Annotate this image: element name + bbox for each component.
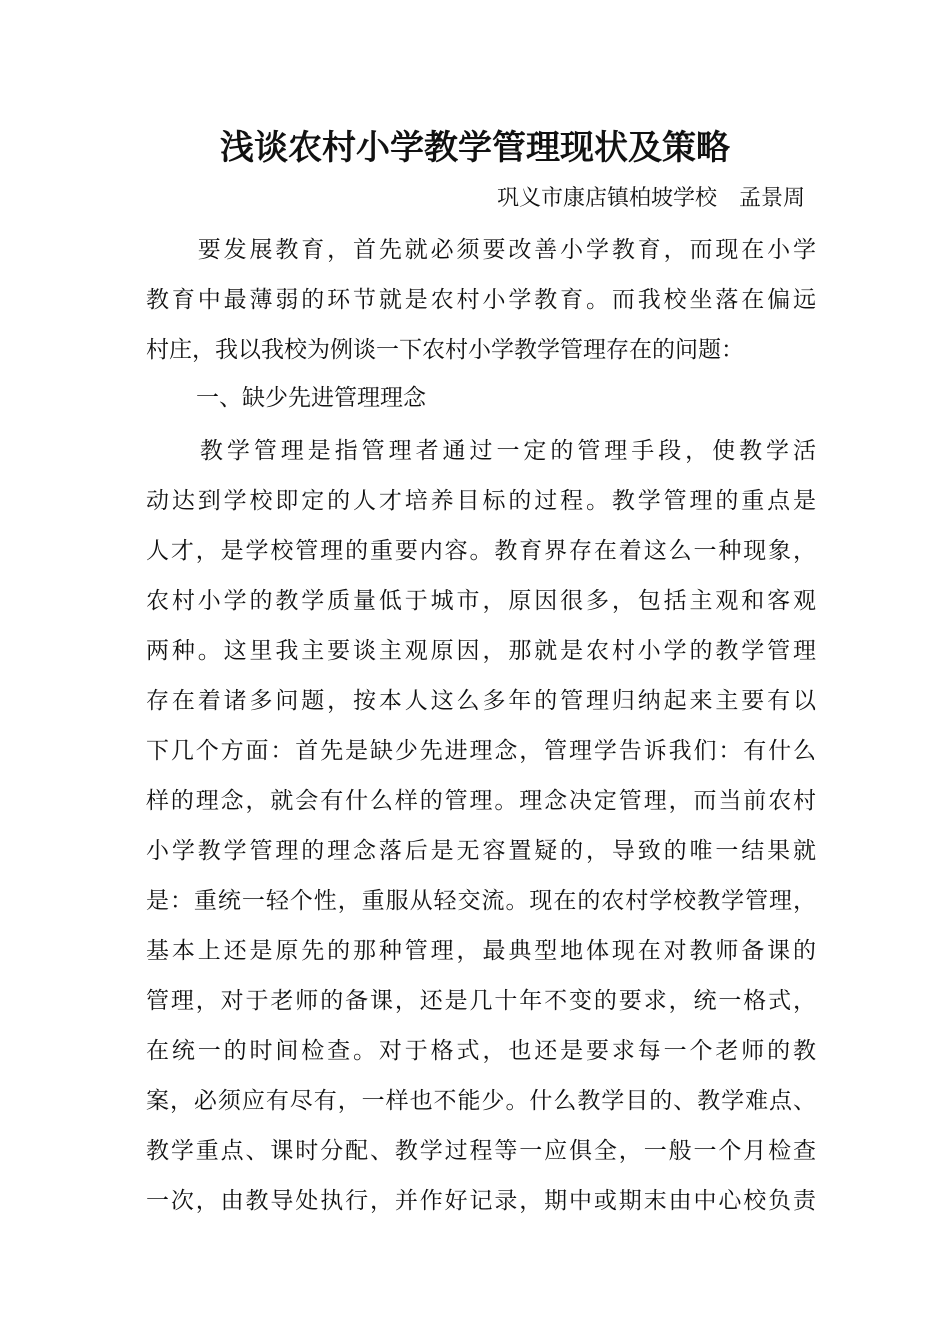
text-line: 是：重统一轻个性，重服从轻交流。现在的农村学校教学管理， — [146, 888, 816, 914]
text-line: 要发展教育，首先就必须要改善小学教育，而现在小学 — [146, 237, 816, 263]
text-line: 一次，由教导处执行，并作好记录，期中或期末由中心校负责 — [146, 1188, 816, 1214]
text-line: 管理，对于老师的备课，还是几十年不变的要求，统一格式， — [146, 988, 816, 1014]
document-title: 浅谈农村小学教学管理现状及策略 — [220, 128, 730, 168]
text-line: 动达到学校即定的人才培养目标的过程。教学管理的重点是 — [146, 488, 816, 514]
text-line: 基本上还是原先的那种管理，最典型地体现在对教师备课的 — [146, 938, 816, 964]
text-line: 在统一的时间检查。对于格式，也还是要求每一个老师的教 — [146, 1038, 816, 1064]
text-line: 样的理念，就会有什么样的管理。理念决定管理，而当前农村 — [146, 788, 816, 814]
text-line: 村庄，我以我校为例谈一下农村小学教学管理存在的问题： — [146, 337, 744, 363]
text-line: 小学教学管理的理念落后是无容置疑的，导致的唯一结果就 — [146, 838, 816, 864]
text-line: 农村小学的教学质量低于城市，原因很多，包括主观和客观 — [146, 588, 816, 614]
text-line: 存在着诸多问题，按本人这么多年的管理归纳起来主要有以 — [146, 688, 816, 714]
text-line: 教学重点、课时分配、教学过程等一应俱全，一般一个月检查 — [146, 1138, 816, 1164]
body-paragraph — [146, 426, 816, 1226]
text-line: 案，必须应有尽有，一样也不能少。什么教学目的、教学难点、 — [146, 1088, 816, 1114]
author-byline: 巩义市康店镇柏坡学校 孟景周 — [496, 186, 805, 211]
text-line: 教育中最薄弱的环节就是农村小学教育。而我校坐落在偏远 — [146, 287, 816, 313]
text-line: 两种。这里我主要谈主观原因，那就是农村小学的教学管理 — [146, 638, 816, 664]
text-line: 教学管理是指管理者通过一定的管理手段，使教学活 — [146, 438, 816, 464]
text-line: 人才，是学校管理的重要内容。教育界存在着这么一种现象， — [146, 538, 816, 564]
text-line: 下几个方面：首先是缺少先进理念，管理学告诉我们：有什么 — [146, 738, 816, 764]
section-heading: 一、缺少先进管理理念 — [196, 385, 426, 411]
intro-paragraph — [146, 225, 816, 375]
